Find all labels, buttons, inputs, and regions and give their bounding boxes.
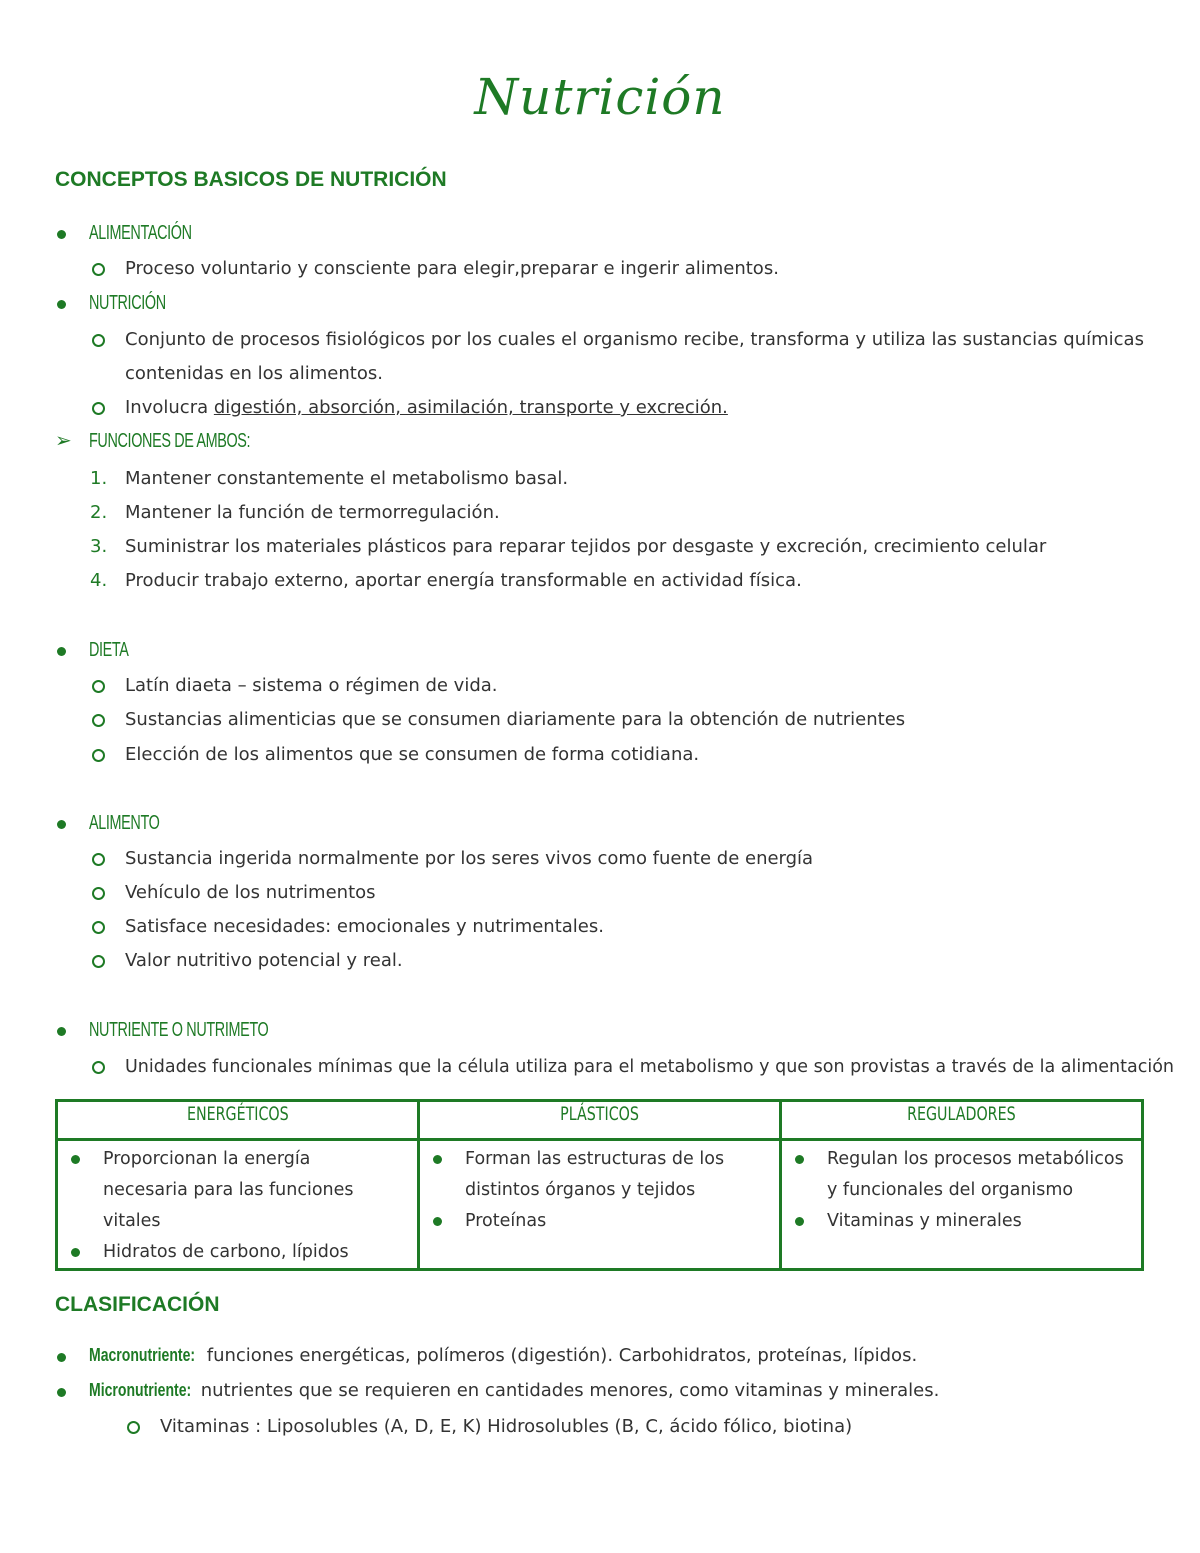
underlined-processes: digestión, absorción, asimilación, transporte y excreción. — [213, 397, 728, 418]
item-number: 1. — [90, 468, 108, 489]
label-alimentacion: ALIMENTACIÓN — [89, 222, 192, 244]
list-item-text: contenidas en los alimentos. — [125, 363, 383, 384]
cell-text: Proporcionan la energía necesaria para las funciones vitales — [103, 1149, 354, 1231]
table-header — [419, 1101, 781, 1140]
cell-bullet — [782, 1144, 1141, 1206]
list-item-text: Elección de los alimentos que se consumen de forma cotidiana. — [125, 744, 700, 765]
label-alimento: ALIMENTO — [89, 812, 160, 834]
bullet-dot-icon — [57, 647, 66, 656]
list-item-text: Conjunto de procesos fisiológicos por los cuales el organismo recibe, transforma y utiliza las sustancias químicas — [125, 329, 1144, 350]
list-item-text: Sustancia ingerida normalmente por los seres vivos como fuente de energía — [125, 848, 814, 869]
cell-bullet — [420, 1144, 779, 1206]
list-item-text: Mantener la función de termorregulación. — [125, 502, 500, 523]
bullet-dot-icon — [71, 1155, 80, 1164]
arrow-right-icon: ➢ — [55, 428, 72, 452]
bullet-dot-icon — [57, 1353, 66, 1362]
bullet-dot-icon — [57, 1388, 66, 1397]
item-number: 2. — [90, 502, 108, 523]
cell-text: Proteínas — [465, 1211, 547, 1231]
circle-bullet-icon — [92, 334, 105, 347]
micro-text: nutrientes que se requieren en cantidades menores, como vitaminas y minerales. — [200, 1380, 940, 1401]
cell-bullet — [420, 1206, 779, 1237]
bullet-dot-icon — [795, 1217, 804, 1226]
table-header — [57, 1101, 419, 1140]
section-heading-clasificacion: CLASIFICACIÓN — [55, 1293, 220, 1316]
header-reguladores: REGULADORES — [907, 1103, 1016, 1125]
cell-text: Hidratos de carbono, lípidos — [103, 1242, 349, 1262]
bullet-dot-icon — [433, 1217, 442, 1226]
list-item-text: Satisface necesidades: emocionales y nutrimentales. — [125, 916, 604, 937]
cell-bullet — [58, 1144, 417, 1237]
section-heading-conceptos: CONCEPTOS BASICOS DE NUTRICIÓN — [55, 168, 447, 191]
list-item-text: Mantener constantemente el metabolismo basal. — [125, 468, 569, 489]
bullet-dot-icon — [57, 230, 66, 239]
page-title: Nutrición — [474, 68, 726, 126]
label-dieta: DIETA — [89, 639, 129, 661]
list-item-text: Vitaminas : Liposolubles (A, D, E, K) Hidrosolubles (B, C, ácido fólico, biotina) — [160, 1416, 853, 1437]
list-item-text: Unidades funcionales mínimas que la célula utiliza para el metabolismo y que son provistas a través de la alimentación — [125, 1057, 1175, 1077]
item-number: 4. — [90, 570, 108, 591]
bullet-dot-icon — [57, 1027, 66, 1036]
label-nutriente: NUTRIENTE O NUTRIMETO — [89, 1019, 269, 1041]
circle-bullet-icon — [92, 749, 105, 762]
micro-label: Micronutriente: — [89, 1380, 192, 1400]
bullet-dot-icon — [71, 1248, 80, 1257]
circle-bullet-icon — [92, 887, 105, 900]
macro-line — [89, 1345, 917, 1366]
table-cell — [419, 1140, 781, 1270]
header-plasticos: PLÁSTICOS — [560, 1103, 639, 1125]
list-item-text: Valor nutritivo potencial y real. — [125, 950, 403, 971]
table-header-row — [57, 1101, 1143, 1140]
nutrient-types-table — [55, 1099, 1144, 1271]
bullet-dot-icon — [57, 300, 66, 309]
table-header — [781, 1101, 1143, 1140]
header-energeticos: ENERGÉTICOS — [186, 1103, 289, 1125]
item-prefix: Involucra — [125, 397, 209, 418]
list-item-text: Sustancias alimenticias que se consumen diariamente para la obtención de nutrientes — [125, 709, 906, 730]
circle-bullet-icon — [92, 1061, 105, 1074]
list-item-text: Vehículo de los nutrimentos — [125, 882, 376, 903]
item-number: 3. — [90, 536, 108, 557]
circle-bullet-icon — [92, 921, 105, 934]
table-row — [57, 1140, 1143, 1270]
circle-bullet-icon — [92, 853, 105, 866]
label-funciones: FUNCIONES DE AMBOS: — [89, 430, 251, 452]
cell-text: Regulan los procesos metabólicos y funcionales del organismo — [827, 1149, 1124, 1200]
circle-bullet-icon — [127, 1421, 140, 1434]
list-item-text: Latín diaeta – sistema o régimen de vida. — [125, 675, 498, 696]
label-nutricion: NUTRICIÓN — [89, 292, 166, 314]
circle-bullet-icon — [92, 402, 105, 415]
cell-bullet — [782, 1206, 1141, 1237]
list-item-text — [125, 391, 728, 425]
bullet-dot-icon — [433, 1155, 442, 1164]
circle-bullet-icon — [92, 263, 105, 276]
table-cell — [781, 1140, 1143, 1270]
cell-text: Forman las estructuras de los distintos órganos y tejidos — [465, 1149, 725, 1200]
cell-bullet — [58, 1237, 417, 1268]
bullet-dot-icon — [795, 1155, 804, 1164]
circle-bullet-icon — [92, 714, 105, 727]
list-item-text: Producir trabajo externo, aportar energía transformable en actividad física. — [125, 570, 802, 591]
macro-text: funciones energéticas, polímeros (digestión). Carbohidratos, proteínas, lípidos. — [206, 1345, 918, 1366]
bullet-dot-icon — [57, 820, 66, 829]
list-item-text: Proceso voluntario y consciente para elegir,preparar e ingerir alimentos. — [125, 258, 779, 279]
list-item-text: Suministrar los materiales plásticos para reparar tejidos por desgaste y excreción, crecimiento celular — [125, 536, 1047, 557]
micro-line — [89, 1380, 939, 1401]
macro-label: Macronutriente: — [89, 1345, 196, 1365]
circle-bullet-icon — [92, 955, 105, 968]
cell-text: Vitaminas y minerales — [827, 1211, 1022, 1231]
table-cell — [57, 1140, 419, 1270]
circle-bullet-icon — [92, 680, 105, 693]
